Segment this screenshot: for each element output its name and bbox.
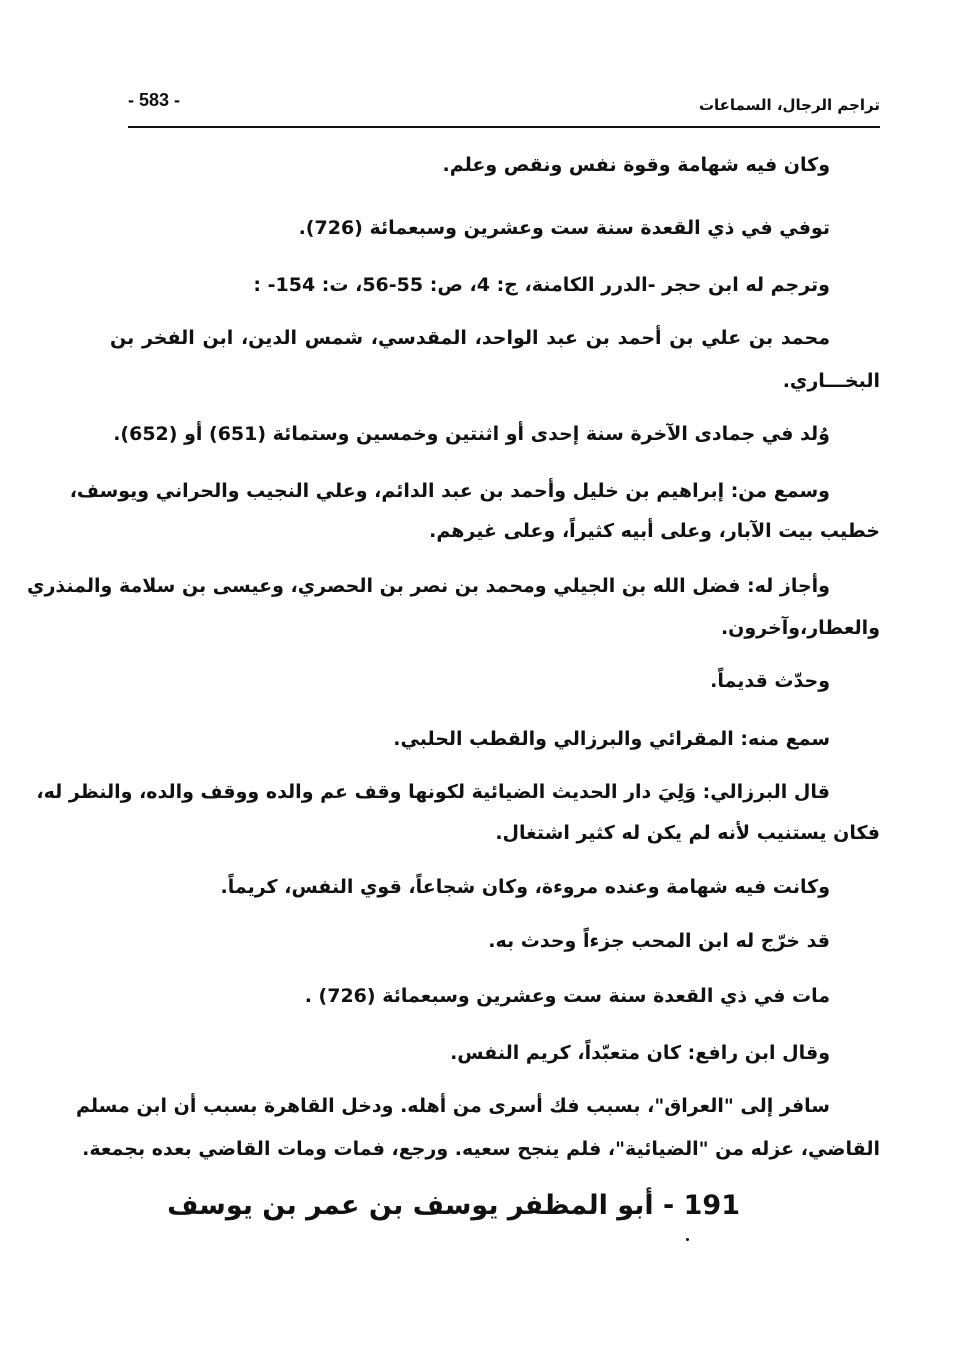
text-line: توفي في ذي القعدة سنة ست وعشرين وسبعمائة (726). — [298, 217, 830, 239]
text-line: والعطار،وآخرون. — [720, 617, 880, 639]
text-line: قال البرزالي: وَلِيَ دار الحديث الضيائية لكونها وقف عم والده ووقف والده، والنظر له، — [36, 781, 830, 803]
text-line: سمع منه: المقرائي والبرزالي والقطب الحلبي. — [393, 728, 830, 750]
text-line: وحدّث قديماً. — [710, 670, 830, 692]
entry-heading: 191 - أبو المظفر يوسف بن عمر بن يوسف — [167, 1190, 740, 1221]
text-line: وسمع من: إبراهيم بن خليل وأحمد بن عبد الدائم، وعلي النجيب والحراني ويوسف، — [69, 480, 830, 502]
text-line: وأجاز له: فضل الله بن الجيلي ومحمد بن نصر بن الحصري، وعيسى بن سلامة والمنذري — [27, 575, 830, 597]
text-line: وُلد في جمادى الآخرة سنة إحدى أو اثنتين وخمسين وستمائة (651) أو (652). — [113, 423, 830, 445]
text-line: خطيب بيت الآبار، وعلى أبيه كثيراً، وعلى غيرهم. — [429, 520, 880, 542]
page-header — [128, 86, 880, 128]
text-line: القاضي، عزله من "الضيائية"، فلم ينجح سعيه. ورجع، فمات ومات القاضي بعده بجمعة. — [82, 1138, 880, 1160]
text-line: البخـــاري. — [782, 370, 880, 392]
running-title: تراجم الرجال، السماعات — [698, 96, 880, 114]
text-line: فكان يستنيب لأنه لم يكن له كثير اشتغال. — [495, 822, 880, 844]
text-line: وكانت فيه شهامة وعنده مروءة، وكان شجاعاً، قوي النفس، كريماً. — [220, 876, 830, 898]
text-line: سافر إلى "العراق"، بسبب فك أسرى من أهله. ودخل القاهرة بسبب أن ابن مسلم — [75, 1095, 830, 1117]
text-line: قد خرّج له ابن المحب جزءاً وحدث به. — [488, 930, 830, 952]
text-line: مات في ذي القعدة سنة ست وعشرين وسبعمائة (726) . — [304, 985, 830, 1007]
text-line: وترجم له ابن حجر -الدرر الكامنة، ج: 4، ص: 55-56، ت: 154- : — [253, 274, 830, 296]
text-line: وقال ابن رافع: كان متعبّداً، كريم النفس. — [450, 1042, 830, 1064]
stray-mark — [686, 1238, 689, 1241]
page-number: - 583 - — [128, 90, 181, 110]
text-line: وكان فيه شهامة وقوة نفس ونقص وعلم. — [442, 154, 830, 176]
text-line: محمد بن علي بن أحمد بن عبد الواحد، المقدسي، شمس الدين، ابن الفخر بن — [110, 327, 830, 349]
